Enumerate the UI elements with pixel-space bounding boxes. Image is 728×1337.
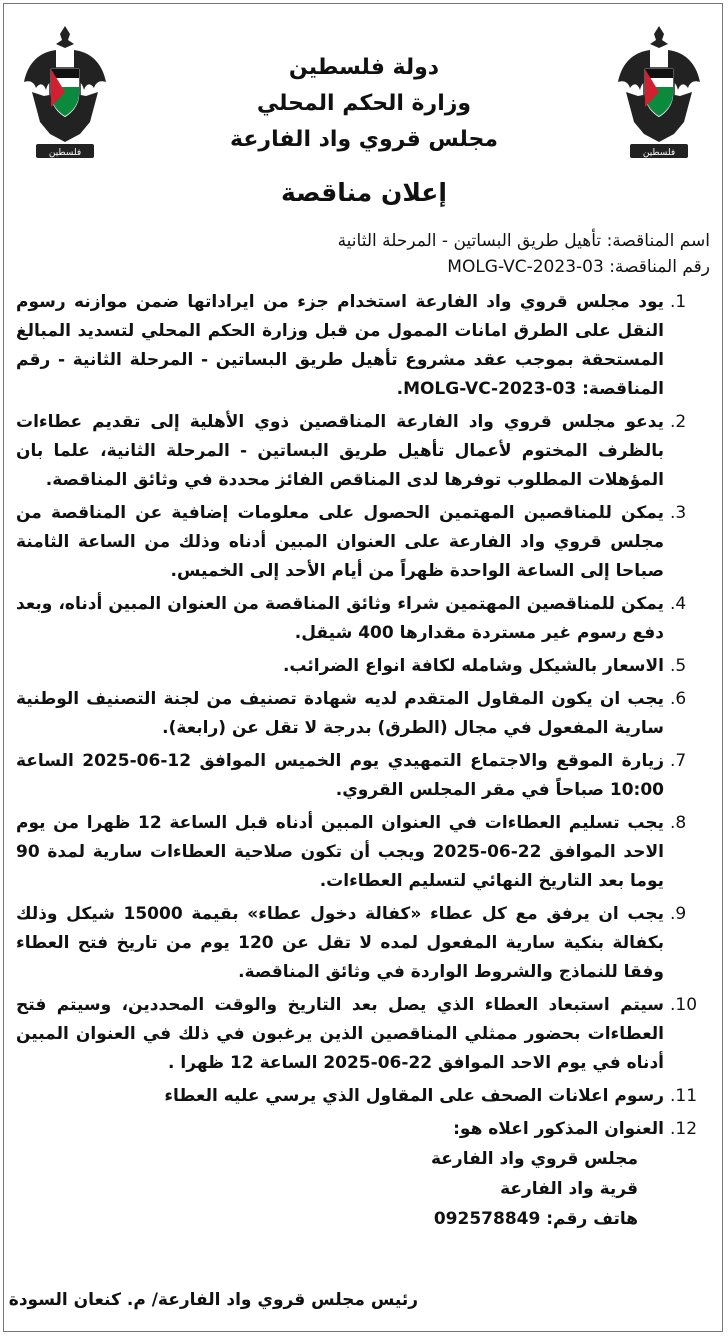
item-text: يدعو مجلس قروي واد الفارعة المناقصين ذوي الأهلية إلى تقديم عطاءات بالظرف المختوم لأعمال تأهيل طريق البساتين - المرحلة الثانية، علما بان المؤهلات المطلوب توفرها لدى المناقص الفائز محددة في وثائق المناقصة. [16, 412, 664, 490]
item-number: .5 [670, 656, 687, 676]
list-item [16, 1082, 714, 1111]
item-text: يمكن للمناقصين المهتمين الحصول على معلومات إضافية عن المناقصة من مجلس قروي واد الفارعة على العنوان المبين أدناه وذلك من الساعة الثامنة صباحا إلى الساعة الواحدة ظهراً من أيام الأحد إلى الخميس. [16, 503, 664, 581]
palestine-eagle-emblem-right [616, 22, 702, 162]
address-item [16, 1115, 714, 1234]
signature-line: رئيس مجلس قروي واد الفارعة/ م. كنعان السودة [8, 1290, 418, 1310]
list-item [16, 499, 714, 586]
item-number: .10 [670, 995, 698, 1015]
item-number: .1 [670, 292, 687, 312]
tender-name-value: تأهيل طريق البساتين - المرحلة الثانية [337, 231, 602, 251]
list-item [16, 747, 714, 805]
tender-number-value: MOLG-VC-2023-03 [447, 257, 604, 277]
item-text: يجب ان يرفق مع كل عطاء «كفالة دخول عطاء» بقيمة 15000 شيكل وذلك بكفالة بنكية سارية المفعول لمده لا تقل عن 120 يوم من تاريخ فتح العطاء وفقا للنماذج والشروط الواردة في وثائق المناقصة. [16, 904, 664, 982]
list-item [16, 685, 714, 743]
list-item [16, 991, 714, 1078]
item-text: يمكن للمناقصين المهتمين شراء وثائق المناقصة من العنوان المبين أدناه، وبعد دفع رسوم غير مستردة مقدارها 400 شيقل. [16, 594, 664, 643]
phone-label: هاتف رقم: [546, 1209, 638, 1229]
header-state: دولة فلسطين [288, 55, 440, 80]
item-text: رسوم اعلانات الصحف على المقاول الذي يرسي عليه العطاء [164, 1086, 664, 1106]
item-text: زيارة الموقع والاجتماع التمهيدي يوم الخميس الموافق 12-06-2025 الساعة 10:00 صباحاً في مقر المجلس القروي. [16, 751, 664, 800]
item-text: يود مجلس قروي واد الفارعة استخدام جزء من ايراداتها ضمن موازنه رسوم النقل على الطرق امانات الممول من قبل وزارة الحكم المحلي لتسديد المبالغ المستحقة بموجب عقد مشروع تأهيل طريق البساتين - المرحلة الثانية - رقم المناقصة: MOLG-VC-2023-03. [16, 292, 664, 399]
list-item [16, 408, 714, 495]
tender-number-label: رقم المناقصة: [609, 257, 710, 277]
list-item [16, 809, 714, 896]
list-item [16, 900, 714, 987]
item-number: .2 [670, 412, 687, 432]
palestine-eagle-emblem-left [22, 22, 108, 162]
issuer-header [150, 50, 578, 158]
address-council: مجلس قروي واد الفارعة [430, 1149, 638, 1169]
item-text: الاسعار بالشيكل وشامله لكافة انواع الضرائب. [282, 656, 664, 676]
notice-title: إعلان مناقصة [281, 178, 447, 207]
tender-name-row [18, 228, 710, 254]
list-item [16, 288, 714, 404]
emblem-caption: فلسطين [48, 148, 82, 158]
item-number: .12 [670, 1119, 698, 1139]
list-item [16, 652, 714, 681]
item-number: .11 [670, 1086, 698, 1106]
address-village: قرية واد الفارعة [500, 1179, 638, 1199]
header-council: مجلس قروي واد الفارعة [230, 127, 498, 152]
item-number: .8 [670, 813, 687, 833]
conditions-list [16, 288, 714, 1238]
item-number: .9 [670, 904, 687, 924]
address-heading: العنوان المذكور اعلاه هو: [453, 1119, 664, 1139]
item-text: سيتم استبعاد العطاء الذي يصل بعد التاريخ والوقت المحددين، وسيتم فتح العطاءات بحضور ممثلي المناقصين الذين يرغبون في ذلك في العنوان المبين أدناه في يوم الاحد الموافق 22-06-2025 الساعة 12 ظهرا . [16, 995, 664, 1073]
emblem-caption: فلسطين [642, 148, 676, 158]
address-phone-row [16, 1204, 638, 1234]
item-number: .4 [670, 594, 687, 614]
phone-number: 092578849 [433, 1209, 541, 1229]
item-number: .6 [670, 689, 687, 709]
item-text: يجب تسليم العطاءات في العنوان المبين أدناه قبل الساعة 12 ظهرا من يوم الاحد الموافق 22-06-2025 ويجب أن تكون صلاحية العطاءات سارية لمدة 90 يوما بعد التاريخ النهائي لتسليم العطاءات. [16, 813, 664, 891]
list-item [16, 590, 714, 648]
item-text: يجب ان يكون المقاول المتقدم لديه شهادة تصنيف من لجنة التصنيف الوطنية سارية المفعول في مجال (الطرق) بدرجة لا تقل عن (رابعة). [16, 689, 664, 738]
address-block [16, 1144, 664, 1234]
item-number: .3 [670, 503, 687, 523]
item-number: .7 [670, 751, 687, 771]
tender-name-label: اسم المناقصة: [606, 231, 710, 251]
header-ministry: وزارة الحكم المحلي [256, 91, 472, 116]
tender-meta [18, 228, 710, 280]
tender-number-row [18, 254, 710, 280]
